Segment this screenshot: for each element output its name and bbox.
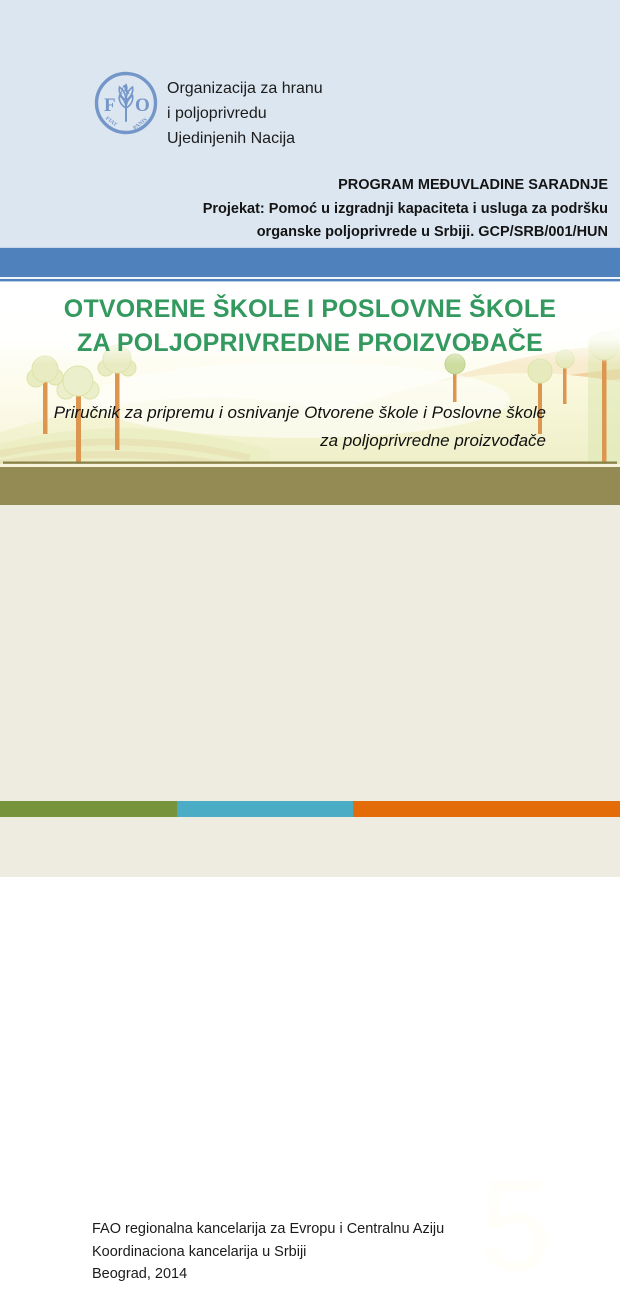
publisher-name xyxy=(167,76,323,151)
olive-rule xyxy=(3,462,617,464)
program-line-1: PROGRAM MEĐUVLADINE SARADNJE xyxy=(338,177,608,193)
page-subtitle xyxy=(54,399,546,455)
publisher-line-2: i poljoprivredu xyxy=(167,105,267,122)
logo-motto-fiat: FIAT xyxy=(104,115,118,129)
program-line-3: organske poljoprivrede u Srbiji. GCP/SRB/001/HUN xyxy=(256,224,608,240)
title-line-2: ZA POLJOPRIVREDNE PROIZVOĐAČE xyxy=(76,329,544,357)
issue-number: 5 xyxy=(479,1152,552,1298)
footer-band-teal xyxy=(177,801,353,817)
subtitle-line-2: za poljoprivredne proizvođače xyxy=(320,431,546,450)
logo-motto-panis: PANIS xyxy=(132,116,149,132)
logo-letter-a: A xyxy=(119,83,130,98)
footer-band-green xyxy=(0,801,177,817)
title-line-1: OTVORENE ŠKOLE I POSLOVNE ŠKOLE xyxy=(63,295,557,323)
imprint-line-2: Koordinaciona kancelarija u Srbiji xyxy=(92,1243,307,1260)
imprint-line-1: FAO regionalna kancelarija za Evropu i Centralnu Aziju xyxy=(92,1221,445,1237)
subtitle-line-1: Priručnik za pripremu i osnivanje Otvorene škole i Poslovne škole xyxy=(53,403,546,422)
top-header-section xyxy=(0,0,620,247)
logo-letter-o: O xyxy=(135,95,150,116)
footer-band-orange xyxy=(353,801,620,817)
publisher-line-1: Organizacija za hranu xyxy=(167,80,323,97)
program-heading xyxy=(203,174,608,245)
program-line-2: Projekat: Pomoć u izgradnji kapaciteta i usluga za podršku xyxy=(202,200,608,217)
header-blue-band xyxy=(0,247,620,278)
page-title xyxy=(0,292,620,360)
logo-letter-f: F xyxy=(104,95,116,116)
footer-tricolor-band xyxy=(0,801,620,817)
imprint-line-3: Beograd, 2014 xyxy=(92,1266,188,1282)
publisher-line-3: Ujedinjenih Nacija xyxy=(167,130,296,147)
olive-band xyxy=(0,467,620,505)
lower-section xyxy=(0,505,620,1298)
bottom-margin xyxy=(0,817,620,877)
imprint xyxy=(92,1218,444,1286)
fao-logo-icon xyxy=(93,70,159,136)
